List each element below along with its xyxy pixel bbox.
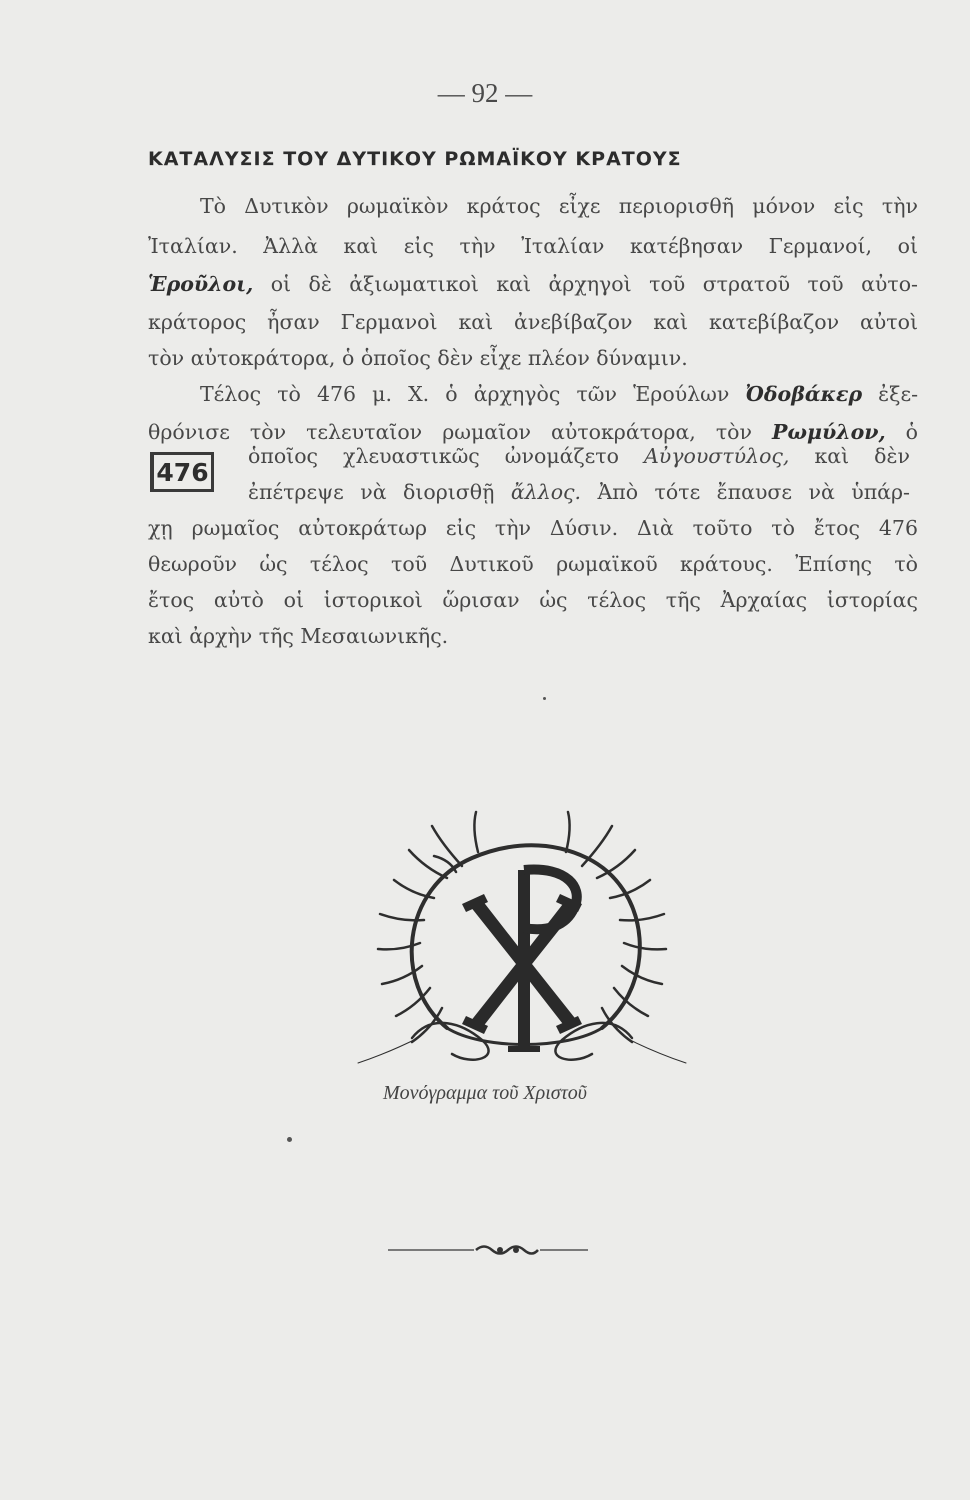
- text-line: Ἰταλίαν. Ἀλλὰ καὶ εἰς τὴν Ἰταλίαν κατέβησαν Γερμανοί, οἱ: [148, 234, 918, 258]
- chapter-heading: ΚΑΤΑΛΥΣΙΣ ΤΟΥ ΔΥΤΙΚΟΥ ΡΩΜΑΪΚΟΥ ΚΡΑΤΟΥΣ: [148, 148, 682, 170]
- text-line: χῃ ρωμαῖος αὐτοκράτωρ εἰς τὴν Δύσιν. Διὰ τοῦτο τὸ ἔτος 476: [148, 516, 918, 540]
- ink-speck: [543, 697, 546, 700]
- section-divider-ornament: [388, 1240, 588, 1260]
- name-odoacer: Ὀδοβάκερ: [745, 382, 863, 406]
- name-romulus: Ρωμύλον,: [772, 420, 886, 444]
- text-line: θρόνισε τὸν τελευταῖον ρωμαῖον αὐτοκράτορα, τὸν Ρωμύλον, ὁ: [148, 420, 918, 444]
- text-line: θεωροῦν ὡς τέλος τοῦ Δυτικοῦ ρωμαϊκοῦ κράτους. Ἐπίσης τὸ: [148, 552, 918, 576]
- text-line: τὸν αὐτοκράτορα, ὁ ὁποῖος δὲν εἶχε πλέον δύναμιν.: [148, 346, 688, 370]
- page-number: — 92 —: [437, 78, 533, 108]
- text-line: κράτορος ἦσαν Γερμανοὶ καὶ ἀνεβίβαζον καὶ κατεβίβαζον αὐτοὶ: [148, 310, 918, 334]
- text-line: Τὸ Δυτικὸν ρωμαϊκὸν κράτος εἶχε περιορισθῆ μόνον εἰς τὴν: [200, 194, 918, 218]
- text-line: ἐπέτρεψε νὰ διορισθῇ ἄλλος. Ἀπὸ τότε ἔπαυσε νὰ ὑπάρ-: [248, 480, 910, 504]
- margin-year-box: 476: [150, 452, 214, 492]
- name-heruli: Ἑροῦλοι,: [148, 272, 254, 296]
- text-line: Ἑροῦλοι, οἱ δὲ ἀξιωματικοὶ καὶ ἀρχηγοὶ τοῦ στρατοῦ τοῦ αὐτο-: [148, 272, 918, 296]
- name-augustulus: Αὐγουστύλος,: [643, 444, 790, 468]
- ink-speck: [287, 1137, 292, 1142]
- text-line: ὁποῖος χλευαστικῶς ὠνομάζετο Αὐγουστύλος, καὶ δὲν: [248, 444, 910, 468]
- text-line: καὶ ἀρχὴν τῆς Μεσαιωνικῆς.: [148, 624, 449, 648]
- figure-caption: Μονόγραμμα τοῦ Χριστοῦ: [382, 1082, 587, 1104]
- text-line: ἔτος αὐτὸ οἱ ἱστορικοὶ ὥρισαν ὡς τέλος τῆς Ἀρχαίας ἱστορίας: [148, 588, 918, 612]
- chi-rho-monogram: [352, 808, 692, 1068]
- text-line: Τέλος τὸ 476 μ. Χ. ὁ ἀρχηγὸς τῶν Ἑρούλων Ὀδοβάκερ ἐξε-: [200, 382, 918, 406]
